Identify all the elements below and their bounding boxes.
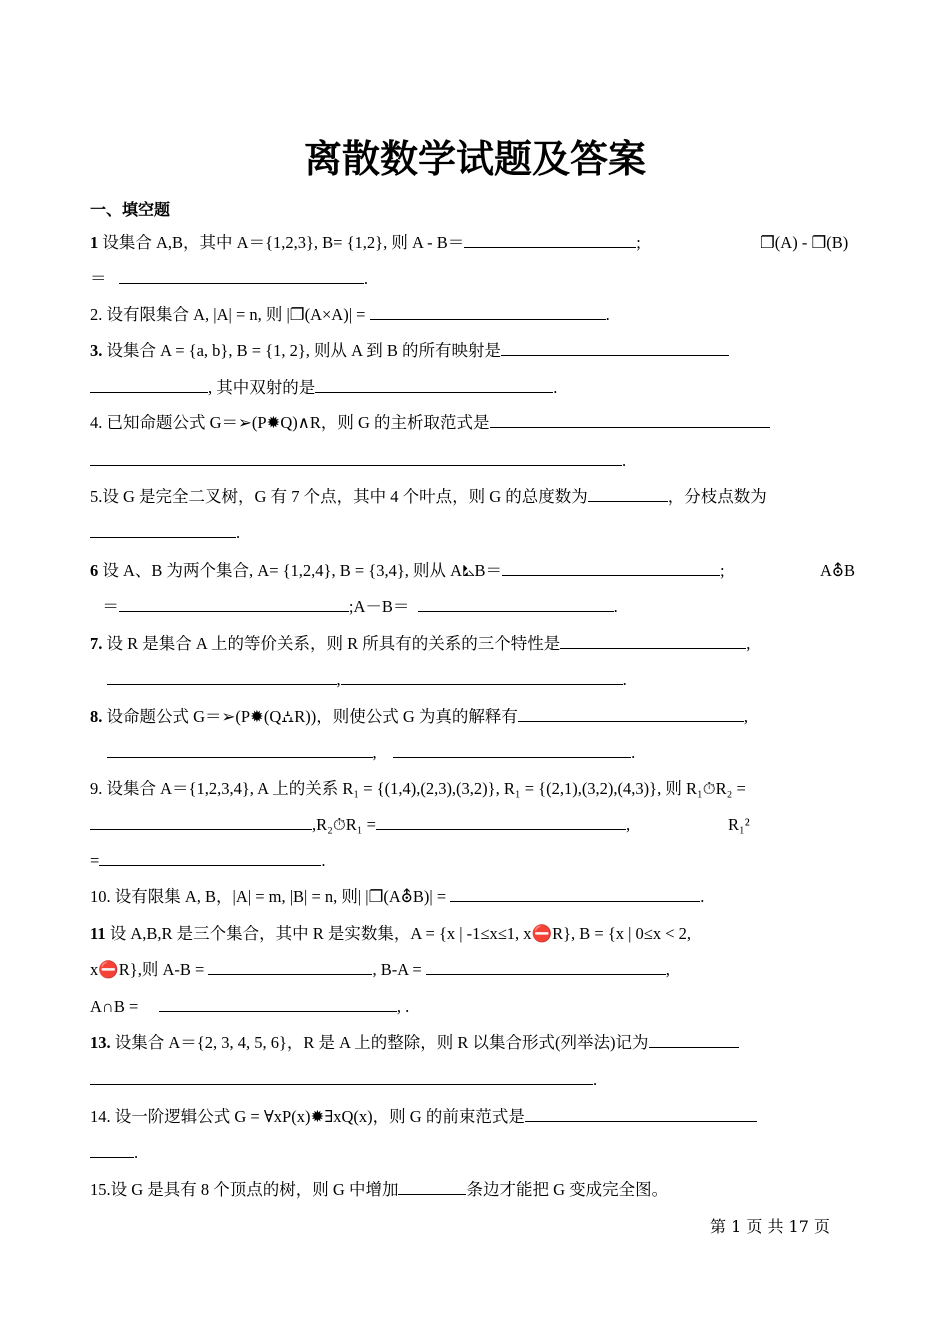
question-8 (90, 706, 860, 728)
answer-blank[interactable] (450, 886, 700, 902)
punct: . (593, 1070, 598, 1089)
punct: . (605, 305, 610, 324)
question-text: ,R₂⏱R₁ = (312, 815, 376, 834)
question-4 (90, 412, 860, 434)
question-text: 设集合 A,B，其中 A＝{1,2,3}, B= {1,2}, 则 A - B＝ (98, 233, 465, 252)
answer-blank[interactable] (501, 340, 729, 356)
punct: , (743, 707, 748, 726)
answer-blank[interactable] (525, 1106, 757, 1122)
answer-blank[interactable] (426, 959, 666, 975)
question-7 (90, 633, 860, 655)
punct: , (372, 743, 377, 762)
punct: , (746, 634, 751, 653)
question-7-line2 (90, 669, 860, 691)
punct: . (553, 378, 558, 397)
answer-blank[interactable] (376, 814, 626, 830)
question-text: A∩B = (90, 997, 143, 1016)
question-text: 设 A、B 为两个集合, A= {1,2,4}, B = {3,4}, 则从 A⛡B＝ (98, 561, 503, 580)
question-number: 7. (90, 634, 103, 653)
answer-blank[interactable] (208, 959, 372, 975)
punct: . (622, 670, 627, 689)
answer-blank[interactable] (490, 412, 770, 428)
question-5 (90, 486, 860, 508)
question-text: 设命题公式 G＝➢(P✹(Q⛼R))，则使公式 G 为真的解释有 (102, 707, 518, 726)
question-text: , B-A = (372, 960, 426, 979)
question-11-line2 (90, 959, 860, 981)
answer-blank[interactable] (107, 669, 337, 685)
punct: . (700, 887, 705, 906)
question-text: 4. 已知命题公式 G＝➢(P✹Q)∧R，则 G 的主析取范式是 (90, 413, 490, 432)
answer-blank[interactable] (398, 1179, 466, 1195)
question-number: 11 (90, 924, 106, 943)
punct: . (631, 743, 636, 762)
answer-blank[interactable] (90, 450, 622, 466)
equals-sign: ＝ (90, 269, 107, 288)
question-13 (90, 1032, 860, 1054)
question-text: 10. 设有限集 A, B，|A| = m, |B| = n, 则| |❐(A⛢B)| = (90, 887, 451, 906)
page-footer: 第 1 页 共 17 页 (710, 1217, 830, 1236)
punct: , . (396, 997, 410, 1016)
answer-blank[interactable] (464, 232, 636, 248)
answer-blank[interactable] (518, 706, 744, 722)
question-8-line2 (90, 742, 860, 764)
question-text: 5.设 G 是完全二叉树，G 有 7 个点，其中 4 个叶点，则 G 的总度数为 (90, 487, 588, 506)
question-number: 13. (90, 1033, 111, 1052)
question-text: 9. 设集合 A＝{1,2,3,4}, A 上的关系 R₁ = {(1,4),(2,3),(3,2)}, R₁ = {(2,1),(3,2),(4,3)}, 则 R₁⏱R₂ = (90, 779, 746, 798)
question-number: 1 (90, 233, 99, 252)
answer-blank[interactable] (99, 850, 321, 866)
question-9 (90, 778, 860, 800)
punct: . (321, 851, 326, 870)
question-11-line3 (90, 996, 860, 1018)
question-text: ;A－B＝ (348, 597, 410, 616)
question-number: 6 (90, 561, 99, 580)
answer-blank[interactable] (90, 1142, 134, 1158)
punct: ; (636, 233, 641, 252)
answer-blank[interactable] (418, 596, 614, 612)
punct: , (625, 815, 631, 834)
punct: . (236, 523, 241, 542)
punct: , (665, 960, 670, 979)
question-5-line2 (90, 522, 860, 544)
question-text: , 其中双射的是 (208, 378, 316, 397)
section-heading: 一、填空题 (90, 200, 171, 219)
question-text: x⛔R},则 A-B = (90, 960, 209, 979)
answer-blank[interactable] (341, 669, 623, 685)
punct: , (336, 670, 341, 689)
question-text: A⛢B (820, 561, 856, 580)
question-3 (90, 340, 860, 362)
answer-blank[interactable] (649, 1032, 739, 1048)
question-6 (90, 560, 860, 582)
answer-blank[interactable] (588, 486, 668, 502)
question-15 (90, 1179, 860, 1201)
question-3-line2 (90, 377, 860, 399)
question-text: 15.设 G 是具有 8 个顶点的树，则 G 中增加 (90, 1180, 399, 1199)
question-1-line2 (90, 268, 860, 290)
question-9-line2 (90, 814, 860, 836)
question-11 (90, 923, 860, 945)
question-number: 8. (90, 707, 103, 726)
answer-blank[interactable] (90, 1069, 593, 1085)
answer-blank[interactable] (90, 377, 208, 393)
question-text: 2. 设有限集合 A, |A| = n, 则 |❐(A×A)| = (90, 305, 370, 324)
question-14-line2 (90, 1142, 860, 1164)
question-text: 条边才能把 G 变成完全图。 (466, 1180, 669, 1199)
answer-blank[interactable] (393, 742, 631, 758)
punct: . (613, 597, 618, 616)
question-number: 3. (90, 341, 103, 360)
question-text: 设 A,B,R 是三个集合，其中 R 是实数集，A = {x | -1≤x≤1, x⛔R}, B = {x | 0≤x < 2, (105, 924, 692, 943)
question-14 (90, 1106, 860, 1128)
punct: . (622, 451, 627, 470)
answer-blank[interactable] (502, 560, 720, 576)
answer-blank[interactable] (90, 814, 312, 830)
question-text: ❐(A) - ❐(B) (760, 233, 849, 252)
page-title: 离散数学试题及答案 (303, 137, 646, 181)
question-text: 设集合 A = {a, b}, B = {1, 2}, 则从 A 到 B 的所有映射是 (102, 341, 502, 360)
equals-sign: ＝ (102, 597, 119, 616)
question-9-line3 (90, 850, 860, 872)
question-text: ，分枝点数为 (667, 487, 767, 506)
punct: ; (720, 561, 725, 580)
question-1 (90, 232, 860, 254)
answer-blank[interactable] (560, 633, 746, 649)
question-10 (90, 886, 860, 908)
answer-blank[interactable] (107, 742, 373, 758)
answer-blank[interactable] (315, 377, 553, 393)
question-text: 14. 设一阶逻辑公式 G = ∀xP(x)✹∃xQ(x)，则 G 的前束范式是 (90, 1107, 525, 1126)
question-text: R₁² (728, 815, 750, 834)
equals-sign: = (90, 851, 100, 870)
answer-blank[interactable] (119, 596, 349, 612)
answer-blank[interactable] (119, 268, 364, 284)
answer-blank[interactable] (90, 522, 236, 538)
question-13-line2 (90, 1069, 860, 1091)
question-2 (90, 304, 860, 326)
question-4-line2 (90, 450, 860, 472)
punct: . (134, 1143, 139, 1162)
answer-blank[interactable] (159, 996, 397, 1012)
question-text: 设集合 A＝{2, 3, 4, 5, 6}，R 是 A 上的整除，则 R 以集合形式(列举法)记为 (110, 1033, 649, 1052)
question-6-line2 (90, 596, 860, 618)
punct: . (363, 269, 368, 288)
answer-blank[interactable] (370, 304, 606, 320)
question-text: 设 R 是集合 A 上的等价关系，则 R 所具有的关系的三个特性是 (102, 634, 561, 653)
